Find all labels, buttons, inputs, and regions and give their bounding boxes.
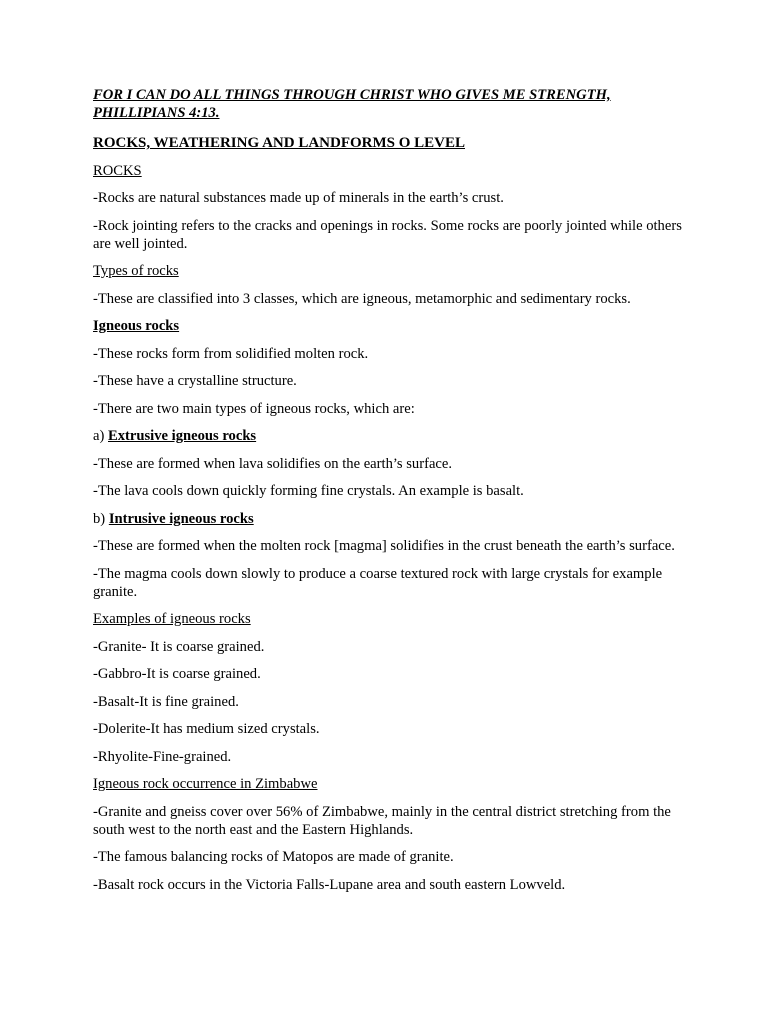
- occurrence-item: -Granite and gneiss cover over 56% of Zimbabwe, mainly in the central district stretching from the south west to the north east and the Eastern Highlands.: [93, 803, 671, 838]
- occurrence-item: -Basalt rock occurs in the Victoria Falls-Lupane area and south eastern Lowveld.: [93, 876, 566, 893]
- rock-jointing: -Rock jointing refers to the cracks and openings in rocks. Some rocks are poorly jointed while others are well jointed.: [93, 217, 682, 252]
- document-page: [93, 86, 693, 903]
- heading-types-of-rocks: Types of rocks: [93, 263, 179, 279]
- heading-igneous-rocks: Igneous rocks: [93, 318, 180, 334]
- example-item: -Rhyolite-Fine-grained.: [93, 748, 232, 765]
- rocks-definition: -Rocks are natural substances made up of minerals in the earth’s crust.: [93, 190, 504, 206]
- extrusive-prefix: a): [93, 428, 108, 444]
- heading-occurrence: Igneous rock occurrence in Zimbabwe: [93, 776, 318, 792]
- types-text: -These are classified into 3 classes, which are igneous, metamorphic and sedimentary rocks.: [93, 290, 631, 307]
- igneous-text-1: -These rocks form from solidified molten rock.: [93, 345, 369, 362]
- heading-rocks: ROCKS: [93, 162, 142, 179]
- igneous-text-2: -These have a crystalline structure.: [93, 373, 297, 389]
- intrusive-prefix: b): [93, 510, 109, 527]
- motto: [93, 86, 693, 122]
- intrusive-heading: Intrusive igneous rocks: [108, 510, 254, 527]
- extrusive-text-1: -These are formed when lava solidifies on the earth’s surface.: [93, 455, 453, 472]
- extrusive-heading-line: [93, 427, 693, 445]
- extrusive-heading: Extrusive igneous rocks: [108, 428, 257, 444]
- intrusive-text-1: -These are formed when the molten rock [magma] solidifies in the crust beneath the earth’s surface.: [93, 538, 675, 554]
- example-item: -Basalt-It is fine grained.: [93, 693, 239, 710]
- igneous-text-3: -There are two main types of igneous rocks, which are:: [93, 400, 415, 417]
- extrusive-text-2: -The lava cools down quickly forming fine crystals. An example is basalt.: [93, 483, 524, 499]
- heading-examples: Examples of igneous rocks: [93, 611, 251, 627]
- example-item: -Dolerite-It has medium sized crystals.: [93, 721, 320, 737]
- document-title: ROCKS, WEATHERING AND LANDFORMS O LEVEL: [93, 135, 465, 151]
- motto-line-1: FOR I CAN DO ALL THINGS THROUGH CHRIST WHO GIVES ME STRENGTH,: [93, 87, 611, 103]
- intrusive-heading-line: [93, 510, 693, 528]
- motto-line-2: PHILLIPIANS 4:13.: [93, 105, 220, 121]
- example-item: -Gabbro-It is coarse grained.: [93, 666, 261, 682]
- intrusive-text-2: -The magma cools down slowly to produce a coarse textured rock with large crystals for example granite.: [93, 565, 663, 600]
- occurrence-item: -The famous balancing rocks of Matopos are made of granite.: [93, 849, 454, 865]
- example-item: -Granite- It is coarse grained.: [93, 638, 265, 655]
